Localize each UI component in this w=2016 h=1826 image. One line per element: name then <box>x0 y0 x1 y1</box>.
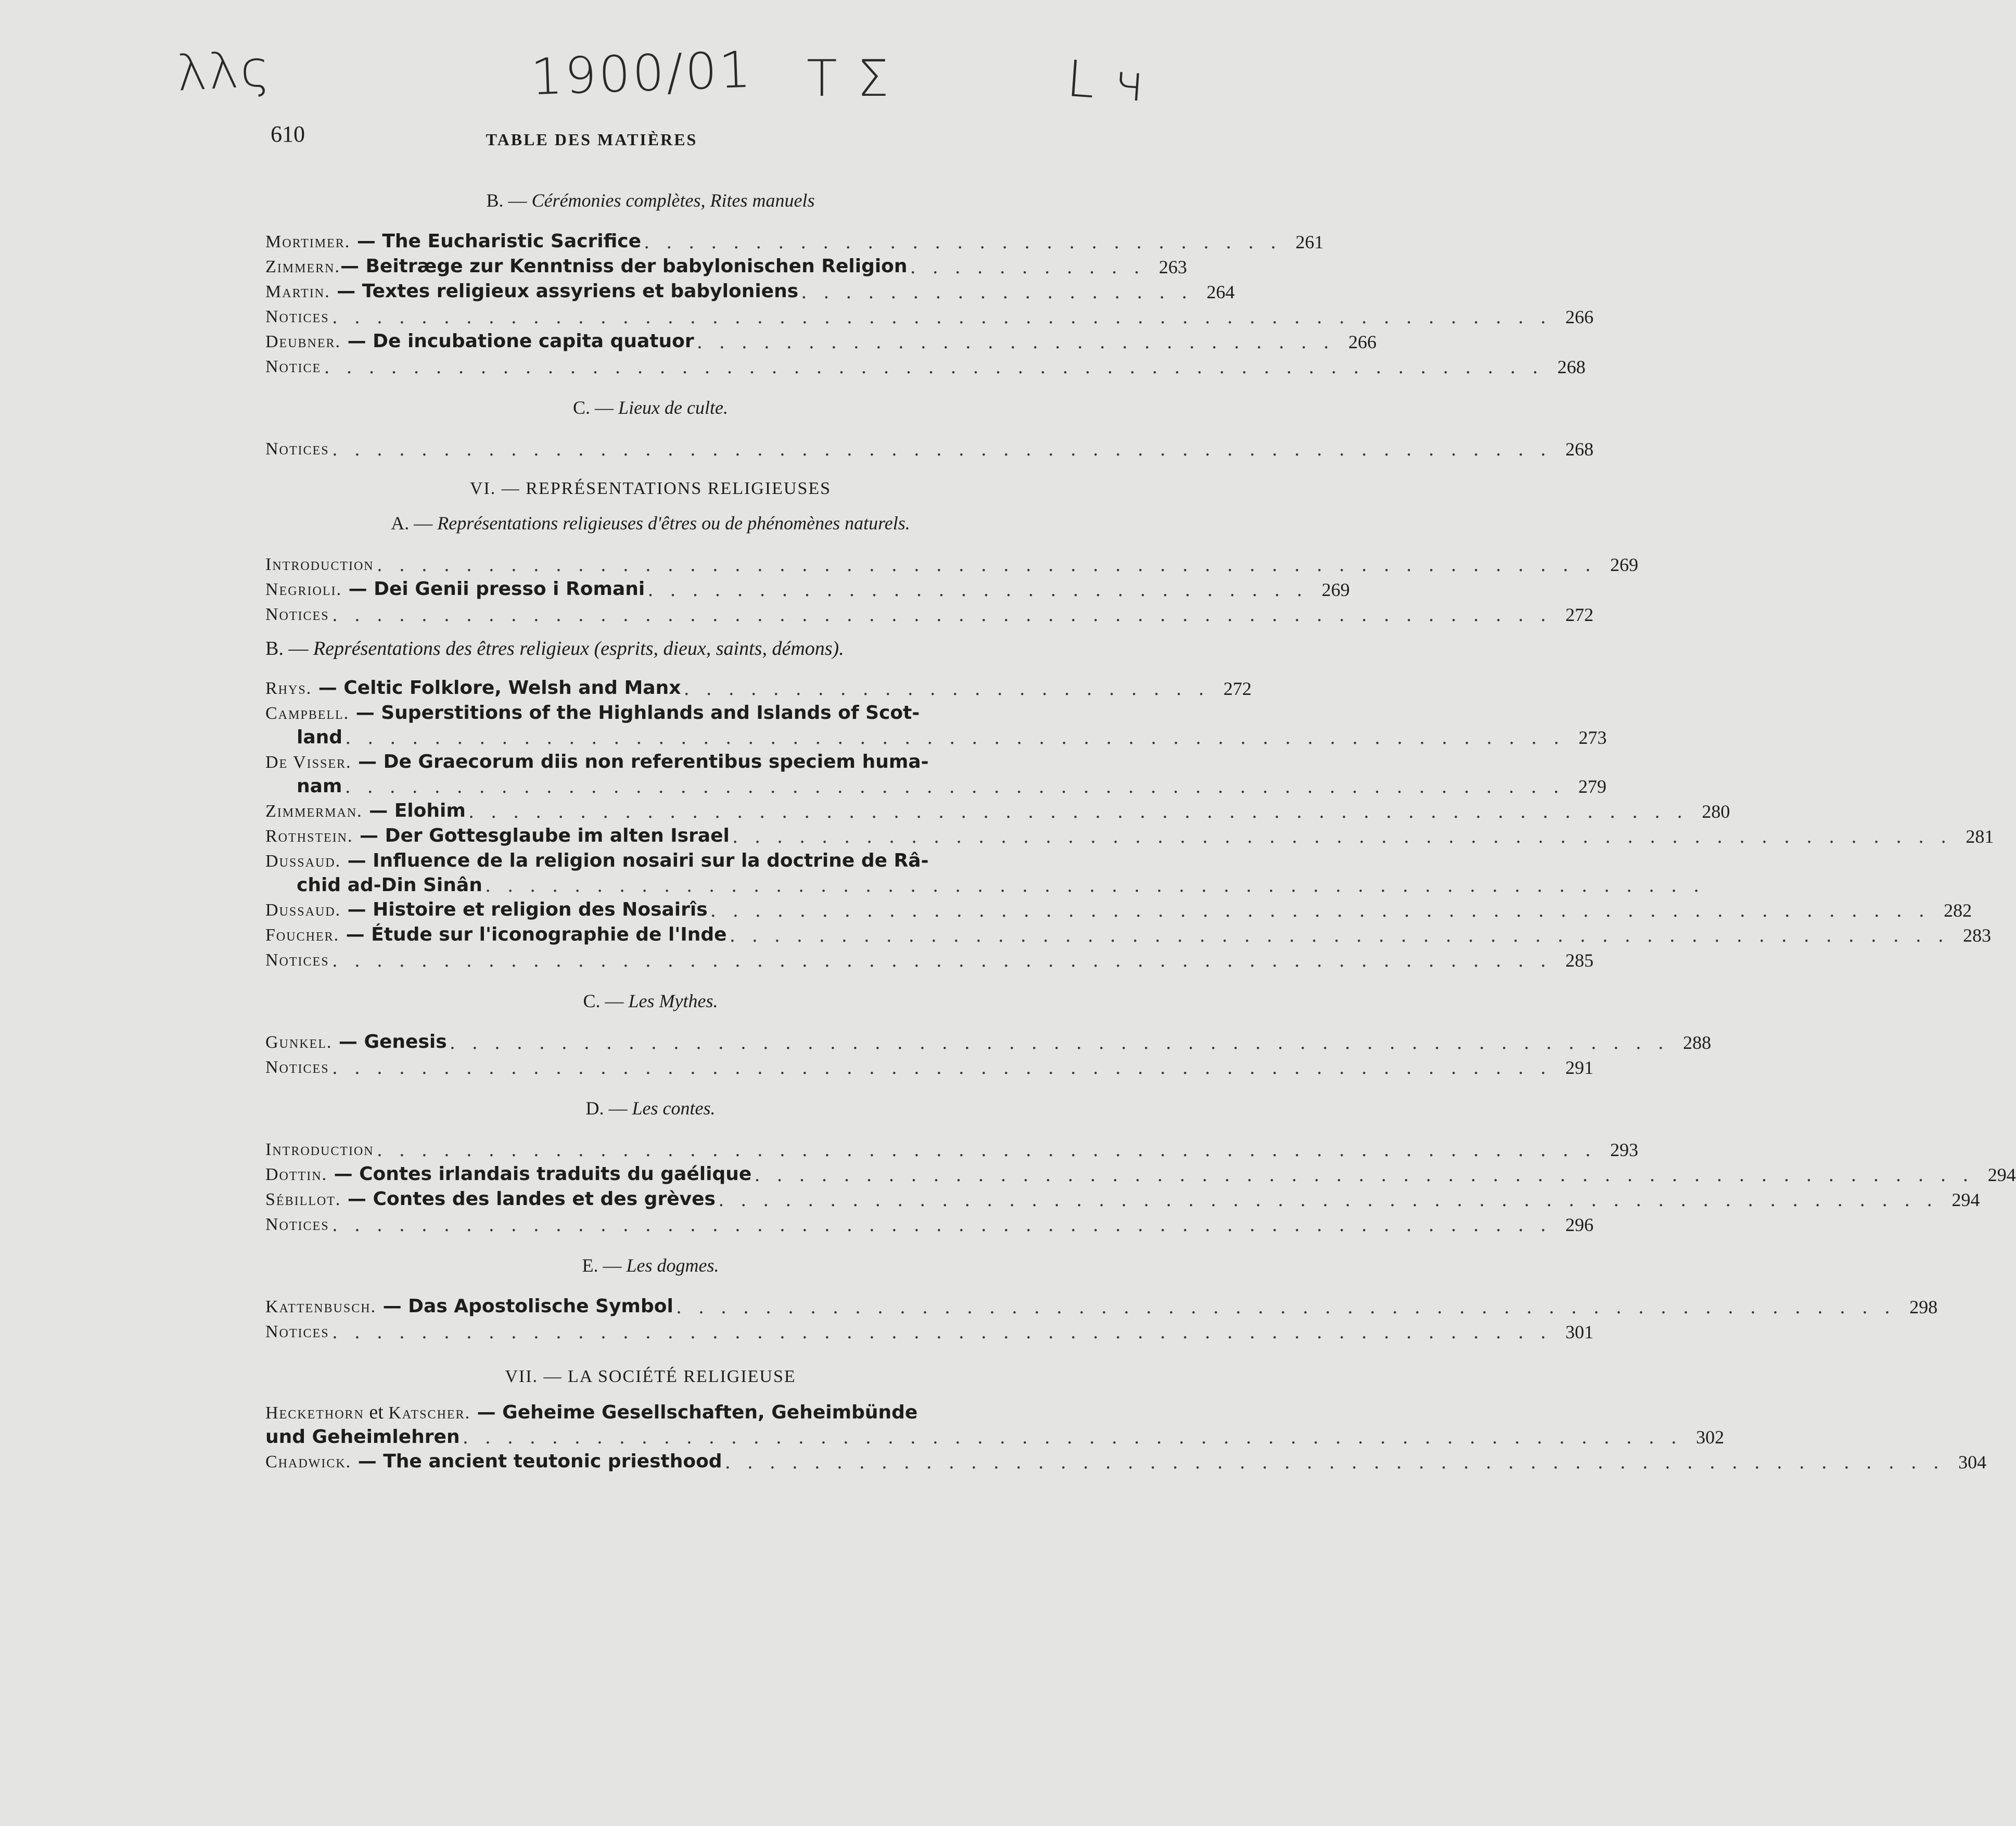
toc-entry: Gunkel. — Genesis . . . . . . . . . . . . . . . . . . . . . . . . . . . . . . . . . . . . . . . . . . . . . . . . . . . . . . . 288 <box>265 1031 1712 1054</box>
page-ref: 283 <box>1963 925 1992 946</box>
toc-entry: Martin. — Textes religieux assyriens et babyloniens . . . . . . . . . . . . . . . . . . 264 <box>265 281 1235 303</box>
toc-entry: Introduction . . . . . . . . . . . . . . . . . . . . . . . . . . . . . . . . . . . . . . . . . . . . . . . . . . . . . . . 269 <box>265 554 1639 576</box>
toc-entry: Notices . . . . . . . . . . . . . . . . . . . . . . . . . . . . . . . . . . . . . . . . . . . . . . . . . . . . . . . 272 <box>265 604 1594 626</box>
toc-entry: Negrioli. — Dei Genii presso i Romani . . . . . . . . . . . . . . . . . . . . . . . . . . . . . . 269 <box>265 578 1350 601</box>
section-heading-rites: B. — Cérémonies complètes, Rites manuels <box>486 190 815 211</box>
chapter-heading-vii: VII. — LA SOCIÉTÉ RELIGIEUSE <box>505 1367 796 1386</box>
toc-entry: Deubner. — De incubatione capita quatuor . . . . . . . . . . . . . . . . . . . . . . . . . . . . . 266 <box>265 331 1377 353</box>
toc-entry-line: Heckethorn et Katscher. — Geheime Gesellschaften, Geheimbünde <box>265 1401 918 1423</box>
page-ref: 301 <box>1565 1322 1594 1342</box>
toc-entry: Notices . . . . . . . . . . . . . . . . . . . . . . . . . . . . . . . . . . . . . . . . . . . . . . . . . . . . . . . 266 <box>265 306 1594 328</box>
toc-entry: Notices . . . . . . . . . . . . . . . . . . . . . . . . . . . . . . . . . . . . . . . . . . . . . . . . . . . . . . . 291 <box>265 1057 1594 1079</box>
toc-entry-line: Campbell. — Superstitions of the Highlands and Islands of Scot- <box>265 702 920 724</box>
toc-entry: Notices . . . . . . . . . . . . . . . . . . . . . . . . . . . . . . . . . . . . . . . . . . . . . . . . . . . . . . . 301 <box>265 1321 1594 1343</box>
page-ref: 273 <box>1578 727 1607 748</box>
page-ref: 272 <box>1565 604 1594 625</box>
chapter-heading-vi: VI. — REPRÉSENTATIONS RELIGIEUSES <box>469 479 832 498</box>
toc-entry: Introduction . . . . . . . . . . . . . . . . . . . . . . . . . . . . . . . . . . . . . . . . . . . . . . . . . . . . . . . 293 <box>265 1139 1639 1161</box>
toc-entry: Kattenbusch. — Das Apostolische Symbol . . . . . . . . . . . . . . . . . . . . . . . . . . . . . . . . . . . . . . . . . . . . . . . . . . . . . . . 298 <box>265 1296 1938 1318</box>
page-ref: 268 <box>1565 439 1594 460</box>
handwritten-note-left: λλς <box>175 39 273 103</box>
page-ref: 302 <box>1696 1427 1725 1448</box>
toc-entry: Dussaud. — Histoire et religion des Nosairîs . . . . . . . . . . . . . . . . . . . . . . . . . . . . . . . . . . . . . . . . . . . . . . . . . . . . . . . 282 <box>265 899 1972 921</box>
page-ref: 264 <box>1206 282 1235 302</box>
running-title: TABLE DES MATIÈRES <box>486 130 698 149</box>
page-ref: 263 <box>1159 257 1188 277</box>
section-heading-phenomenes: A. — Représentations religieuses d'êtres ou de phénomènes naturels. <box>391 513 910 534</box>
page-ref: 282 <box>1944 900 1972 921</box>
page-ref: 269 <box>1610 554 1639 575</box>
handwritten-note-right: L ч <box>1065 49 1149 113</box>
page-number: 610 <box>271 121 305 147</box>
section-heading-dogmes: E. — Les dogmes. <box>582 1255 719 1276</box>
toc-entry: Notices . . . . . . . . . . . . . . . . . . . . . . . . . . . . . . . . . . . . . . . . . . . . . . . . . . . . . . . 296 <box>265 1214 1594 1236</box>
page-ref: 288 <box>1683 1032 1712 1053</box>
toc-entry: Rhys. — Celtic Folklore, Welsh and Manx . . . . . . . . . . . . . . . . . . . . . . . . 272 <box>265 677 1252 700</box>
table-of-contents <box>265 177 2016 1474</box>
page-ref: 294 <box>1987 1164 2016 1185</box>
toc-entry: Notice . . . . . . . . . . . . . . . . . . . . . . . . . . . . . . . . . . . . . . . . . . . . . . . . . . . . . . . 268 <box>265 356 1586 378</box>
toc-entry: nam . . . . . . . . . . . . . . . . . . . . . . . . . . . . . . . . . . . . . . . . . . . . . . . . . . . . . . . 279 <box>297 776 1606 797</box>
page-ref: 266 <box>1565 307 1594 327</box>
toc-entry: und Geheimlehren . . . . . . . . . . . . . . . . . . . . . . . . . . . . . . . . . . . . . . . . . . . . . . . . . . . . . . . 302 <box>265 1426 1725 1448</box>
page-ref: 296 <box>1565 1214 1594 1235</box>
toc-entry: chid ad-Din Sinân . . . . . . . . . . . . . . . . . . . . . . . . . . . . . . . . . . . . . . . . . . . . . . . . . . . . . . . <box>297 874 1705 896</box>
section-heading-lieux: C. — Lieux de culte. <box>573 397 728 418</box>
page-ref: 285 <box>1565 950 1594 971</box>
section-heading-mythes: C. — Les Mythes. <box>583 991 718 1011</box>
page-ref: 291 <box>1565 1057 1594 1078</box>
page-ref: 293 <box>1610 1139 1639 1160</box>
page-ref: 272 <box>1223 678 1252 699</box>
page-ref: 266 <box>1348 332 1377 352</box>
toc-entry: Zimmerman. — Elohim . . . . . . . . . . . . . . . . . . . . . . . . . . . . . . . . . . . . . . . . . . . . . . . . . . . . . . . 280 <box>265 800 1730 822</box>
page-ref: 280 <box>1702 801 1730 822</box>
toc-entry: Mortimer. — The Eucharistic Sacrifice . . . . . . . . . . . . . . . . . . . . . . . . . . . . . 261 <box>265 231 1324 253</box>
page-ref: 279 <box>1578 776 1606 797</box>
toc-entry: Sébillot. — Contes des landes et des grèves . . . . . . . . . . . . . . . . . . . . . . . . . . . . . . . . . . . . . . . . . . . . . . . . . . . . . . . 294 <box>265 1188 1980 1211</box>
toc-entry: Foucher. — Étude sur l'iconographie de l'Inde . . . . . . . . . . . . . . . . . . . . . . . . . . . . . . . . . . . . . . . . . . . . . . . . . . . . . . . 283 <box>265 924 1992 946</box>
page-ref: 304 <box>1958 1452 1987 1473</box>
page-ref: 294 <box>1951 1189 1980 1210</box>
toc-entry-line: De Visser. — De Graecorum diis non referentibus speciem huma- <box>265 751 929 772</box>
toc-entry: Chadwick. — The ancient teutonic priesthood . . . . . . . . . . . . . . . . . . . . . . . . . . . . . . . . . . . . . . . . . . . . . . . . . . . . . . . 304 <box>265 1451 1987 1473</box>
page-ref: 269 <box>1321 579 1350 600</box>
page-ref: 281 <box>1966 826 1994 847</box>
toc-entry: Rothstein. — Der Gottesglaube im alten Israel . . . . . . . . . . . . . . . . . . . . . . . . . . . . . . . . . . . . . . . . . . . . . . . . . . . . . . . 281 <box>265 825 1994 847</box>
page-ref: 268 <box>1557 357 1586 377</box>
handwritten-note-year: 1900/01 <box>530 40 754 107</box>
toc-entry: Notices . . . . . . . . . . . . . . . . . . . . . . . . . . . . . . . . . . . . . . . . . . . . . . . . . . . . . . . 268 <box>265 438 1594 460</box>
page-ref: 261 <box>1295 232 1324 252</box>
toc-entry: Zimmern.— Beitræge zur Kenntniss der babylonischen Religion . . . . . . . . . . . 263 <box>265 256 1188 278</box>
handwritten-note-mid: Τ Σ <box>807 49 891 108</box>
toc-entry: Dottin. — Contes irlandais traduits du gaélique . . . . . . . . . . . . . . . . . . . . . . . . . . . . . . . . . . . . . . . . . . . . . . . . . . . . . . . 294 <box>265 1163 2016 1186</box>
toc-entry-line: Dussaud. — Influence de la religion nosairi sur la doctrine de Râ- <box>265 850 929 871</box>
page-ref: 298 <box>1909 1297 1938 1317</box>
section-heading-contes: D. — Les contes. <box>585 1098 716 1119</box>
toc-entry: Notices . . . . . . . . . . . . . . . . . . . . . . . . . . . . . . . . . . . . . . . . . . . . . . . . . . . . . . . 285 <box>265 949 1594 971</box>
section-heading-etres: B. — Représentations des êtres religieux (esprits, dieux, saints, démons). <box>265 638 844 660</box>
toc-entry: land . . . . . . . . . . . . . . . . . . . . . . . . . . . . . . . . . . . . . . . . . . . . . . . . . . . . . . . 273 <box>297 727 1607 749</box>
